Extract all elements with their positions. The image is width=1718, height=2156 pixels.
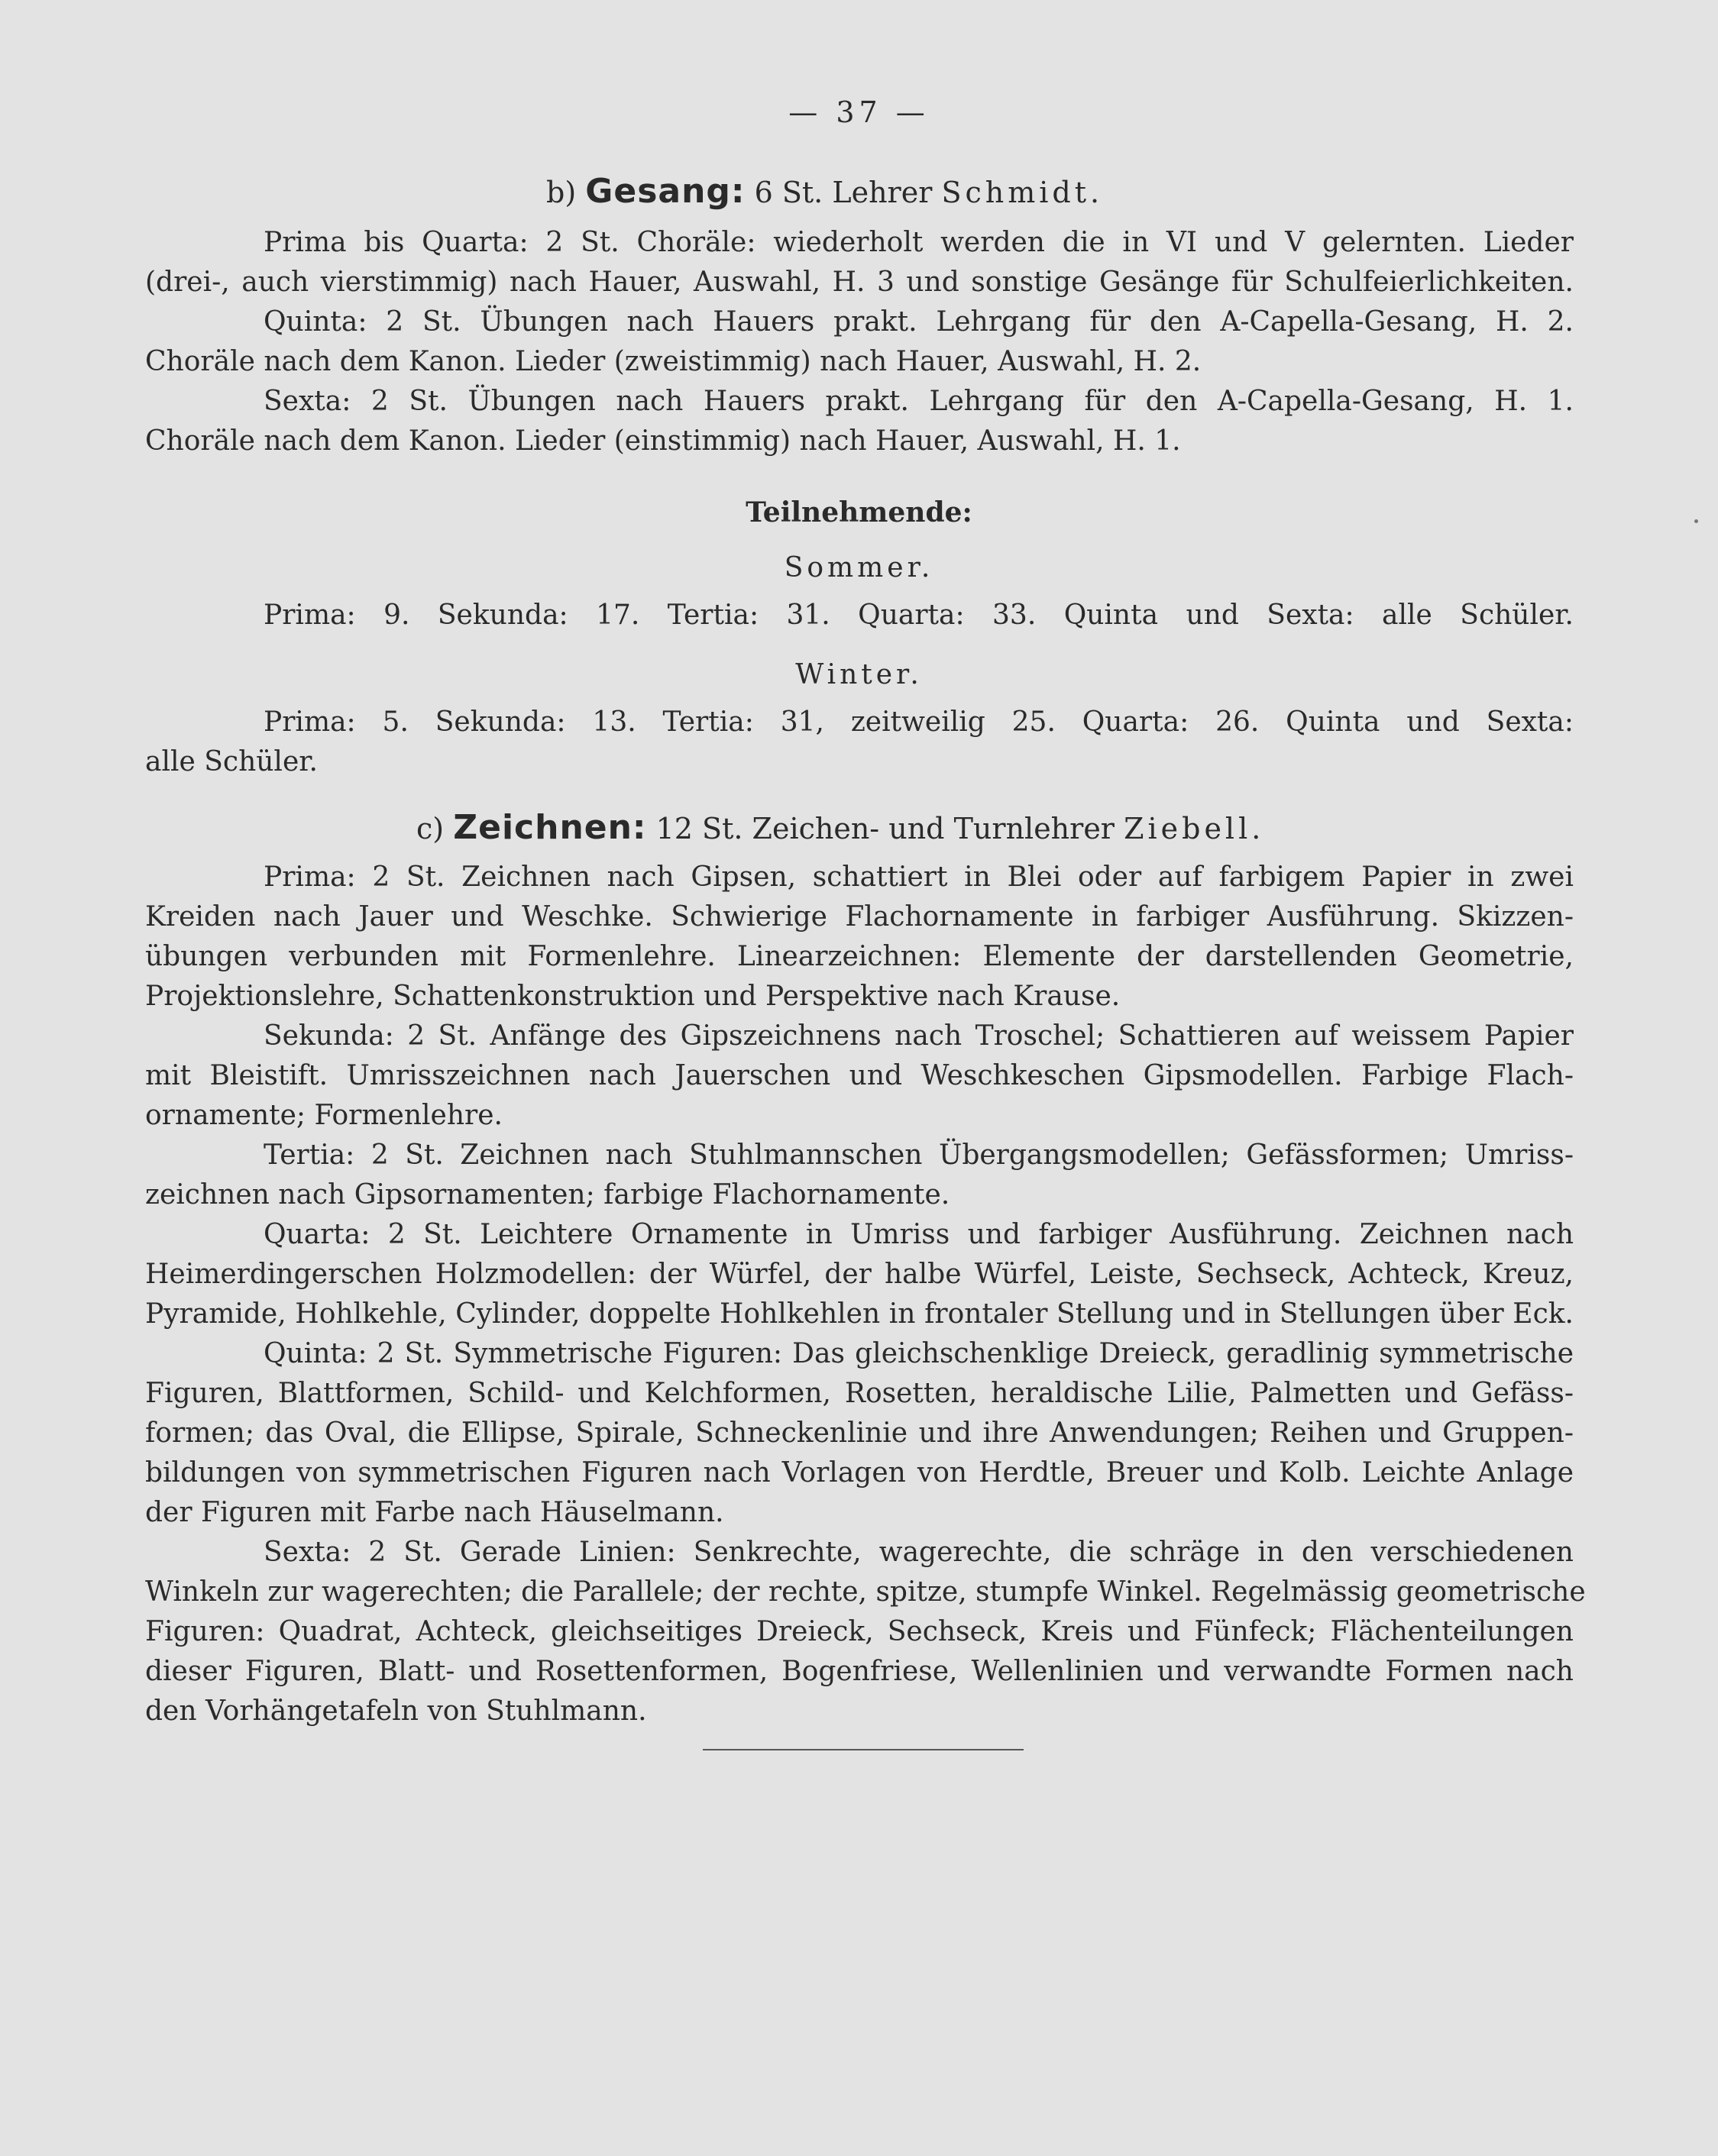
section-hours: 6 St.: [754, 176, 823, 209]
page-number: — 37 —: [788, 95, 930, 129]
section-hours: 12 St.: [655, 812, 743, 845]
paper-speck: [1694, 519, 1698, 523]
summer-participants: Prima: 9. Sekunda: 17. Tertia: 31. Quarta: 33. Quinta und Sexta: alle Schüler.: [264, 600, 1574, 631]
text-line: Sekunda: 2 St. Anfänge des Gipszeichnens nach Troschel; Schattieren auf weissem Papier: [264, 1020, 1574, 1052]
text-line: der Figuren mit Farbe nach Häuselmann.: [145, 1497, 724, 1528]
section-heading-zeichnen: [416, 808, 1264, 847]
text-line: bildungen von symmetrischen Figuren nach Vorlagen von Herdtle, Breuer und Kolb. Leichte Anlage: [145, 1457, 1574, 1489]
text-line: Heimerdingerschen Holzmodellen: der Würfel, der halbe Würfel, Leiste, Sechseck, Achteck, Kreuz,: [145, 1259, 1574, 1290]
text-line: Figuren, Blattformen, Schild- und Kelchformen, Rosetten, heraldische Lilie, Palmetten und Gefäss-: [145, 1378, 1574, 1409]
participants-heading: Teilnehmende:: [746, 496, 972, 528]
text-line: den Vorhängetafeln von Stuhlmann.: [145, 1695, 647, 1727]
text-line: Kreiden nach Jauer und Weschke. Schwierige Flachornamente in farbiger Ausführung. Skizzen-: [145, 901, 1574, 933]
winter-label: Winter.: [795, 659, 923, 690]
text-line: (drei-, auch vierstimmig) nach Hauer, Auswahl, H. 3 und sonstige Gesänge für Schulfeierlichkeiten.: [145, 267, 1574, 298]
text-line: Quinta: 2 St. Symmetrische Figuren: Das gleichschenklige Dreieck, geradlinig symmetrische: [264, 1338, 1574, 1369]
text-line: Choräle nach dem Kanon. Lieder (einstimmig) nach Hauer, Auswahl, H. 1.: [145, 425, 1181, 457]
text-line: Choräle nach dem Kanon. Lieder (zweistimmig) nach Hauer, Auswahl, H. 2.: [145, 346, 1202, 377]
text-line: Prima: 2 St. Zeichnen nach Gipsen, schattiert in Blei oder auf farbigem Papier in zwei: [264, 861, 1574, 893]
text-line: zeichnen nach Gipsornamenten; farbige Flachornamente.: [145, 1179, 950, 1211]
teacher-label: Lehrer: [832, 176, 933, 209]
closing-rule: [703, 1749, 1024, 1750]
section-title: Zeichnen:: [453, 808, 647, 847]
section-prefix: b): [546, 176, 577, 209]
text-line: mit Bleistift. Umrisszeichnen nach Jauerschen und Weschkeschen Gipsmodellen. Farbige Flach-: [145, 1060, 1574, 1091]
text-line: Prima bis Quarta: 2 St. Choräle: wiederholt werden die in VI und V gelernten. Lieder: [264, 227, 1574, 258]
text-line: ornamente; Formenlehre.: [145, 1100, 503, 1131]
summer-label: Sommer.: [784, 552, 934, 583]
section-prefix: c): [416, 812, 445, 845]
text-line: Figuren: Quadrat, Achteck, gleichseitiges Dreieck, Sechseck, Kreis und Fünfeck; Flächenteilungen: [145, 1616, 1574, 1647]
text-line: dieser Figuren, Blatt- und Rosettenformen, Bogenfriese, Wellenlinien und verwandte Formen nach: [145, 1656, 1574, 1687]
text-line: Winkeln zur wagerechten; die Parallele; der rechte, spitze, stumpfe Winkel. Regelmässig geometrische: [145, 1576, 1586, 1608]
teacher-label: Zeichen- und Turnlehrer: [752, 812, 1115, 845]
text-line: Pyramide, Hohlkehle, Cylinder, doppelte Hohlkehlen in frontaler Stellung und in Stellungen über Eck.: [145, 1298, 1574, 1330]
section-title: Gesang:: [585, 172, 746, 211]
text-line: formen; das Oval, die Ellipse, Spirale, Schneckenlinie und ihre Anwendungen; Reihen und Gruppen-: [145, 1417, 1574, 1449]
teacher-name: Ziebell.: [1124, 812, 1265, 845]
text-line: Quinta: 2 St. Übungen nach Hauers prakt. Lehrgang für den A-Capella-Gesang, H. 2.: [264, 306, 1574, 338]
text-line: Tertia: 2 St. Zeichnen nach Stuhlmannschen Übergangsmodellen; Gefässformen; Umriss-: [264, 1139, 1574, 1171]
winter-participants-cont: alle Schüler.: [145, 746, 318, 777]
teacher-name: Schmidt.: [941, 176, 1104, 209]
text-line: Sexta: 2 St. Gerade Linien: Senkrechte, wagerechte, die schräge in den verschiedenen: [264, 1537, 1574, 1568]
winter-participants: Prima: 5. Sekunda: 13. Tertia: 31, zeitweilig 25. Quarta: 26. Quinta und Sexta:: [264, 706, 1574, 738]
text-line: übungen verbunden mit Formenlehre. Linearzeichnen: Elemente der darstellenden Geometrie,: [145, 941, 1574, 972]
section-heading-gesang: [546, 172, 1103, 211]
text-line: Projektionslehre, Schattenkonstruktion und Perspektive nach Krause.: [145, 981, 1121, 1012]
text-line: Sexta: 2 St. Übungen nach Hauers prakt. Lehrgang für den A-Capella-Gesang, H. 1.: [264, 386, 1574, 417]
text-line: Quarta: 2 St. Leichtere Ornamente in Umriss und farbiger Ausführung. Zeichnen nach: [264, 1219, 1574, 1250]
